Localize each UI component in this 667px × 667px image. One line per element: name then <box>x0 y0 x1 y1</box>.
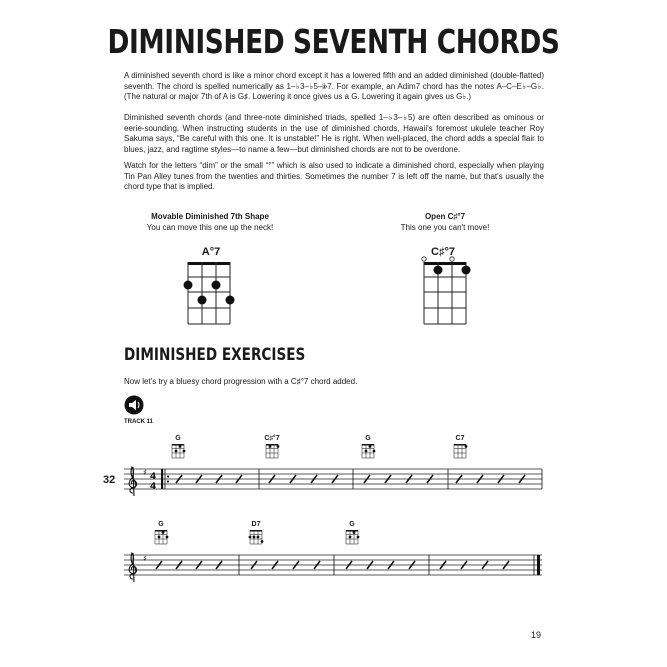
mini-chord-g <box>172 444 186 460</box>
movable-shape-note: You can move this one up the neck! <box>146 223 274 232</box>
intro-paragraph: A diminished seventh chord is like a minor chord except it has a lowered fifth and an added diminished (double-flatted) seventh. The chord is spelled numerically as 1–♭3–♭5–𝄫7. For example, an Adim7 chord has the notes A–C–E♭–G♭. (The natural or major 7th of A is G♯. Lowering it once gives us a G. Lowering it again gives us G♭.) <box>124 71 544 101</box>
exercises-intro: Now let's try a bluesy chord progression with a C♯°7 chord added. <box>124 377 358 386</box>
track-label: TRACK 11 <box>124 419 154 425</box>
open-shape-note: This one you can't move! <box>400 223 490 232</box>
measure-number: 32 <box>103 474 116 486</box>
open-shape-heading: Open C♯°7 <box>424 212 466 221</box>
time-signature-top: 4 <box>150 472 157 482</box>
notation-paragraph: Watch for the letters “dim” or the small “°” which is also used to indicate a diminished chord, especially when playing Tin Pan Alley tunes from the twenties and thirties. Sometimes the number 7 is left off the name, but that's usually the chord type that is implied. <box>124 161 544 191</box>
time-signature-bottom: 4 <box>150 482 157 492</box>
music-staff-line-2 <box>124 552 546 580</box>
chord-label: D7 <box>251 521 261 528</box>
chord-label: C7 <box>455 435 465 442</box>
chord-diagram-a-dim7 <box>188 262 234 326</box>
audio-track-icon[interactable] <box>124 395 144 415</box>
music-staff-line-1 <box>124 466 546 494</box>
mini-chord-d7 <box>250 530 264 546</box>
open-shape-caption <box>380 211 510 233</box>
description-paragraph: Diminished seventh chords (and three-note diminished triads, spelled 1–♭3–♭5) are often described as ominous or eerie-sounding. When instructing students in the use of diminished chords, Hawaii's foremost ukulele teacher Roy Sakuma says, “Be careful with this one. It is unstable!” He is right. When well-placed, the chord adds a special flair to blues, jazz, and ragtime styles—to name a few—but diminished chords are not to be overdone. <box>124 113 544 154</box>
exercises-heading: DIMINISHED EXERCISES <box>124 345 306 365</box>
repeat-barline-thick <box>161 469 163 489</box>
treble-clef-icon <box>129 553 136 582</box>
chord-label: G <box>349 521 355 528</box>
chord-label: C♯°7 <box>264 435 280 442</box>
mini-chord-csharp-dim7 <box>266 444 280 460</box>
movable-shape-heading: Movable Diminished 7th Shape <box>151 212 269 221</box>
chord-name-a-dim7: A°7 <box>201 246 221 258</box>
page-number: 19 <box>530 630 541 640</box>
key-signature-sharp: ♯ <box>143 468 147 477</box>
final-barline <box>537 555 540 575</box>
mini-chord-g <box>362 444 376 460</box>
chord-label: G <box>175 435 181 442</box>
chord-diagram-csharp-dim7 <box>424 262 470 326</box>
treble-clef-icon <box>129 467 136 496</box>
mini-chord-g <box>155 530 169 546</box>
chord-name-csharp-dim7: C♯°7 <box>431 246 455 258</box>
page-title: DIMINISHED SEVENTH CHORDS <box>107 22 560 61</box>
chord-label: G <box>365 435 371 442</box>
mini-chord-g <box>346 530 360 546</box>
key-signature-sharp: ♯ <box>143 554 147 563</box>
chord-label: G <box>158 521 164 528</box>
mini-chord-c7 <box>454 444 468 460</box>
movable-shape-caption <box>140 211 280 233</box>
